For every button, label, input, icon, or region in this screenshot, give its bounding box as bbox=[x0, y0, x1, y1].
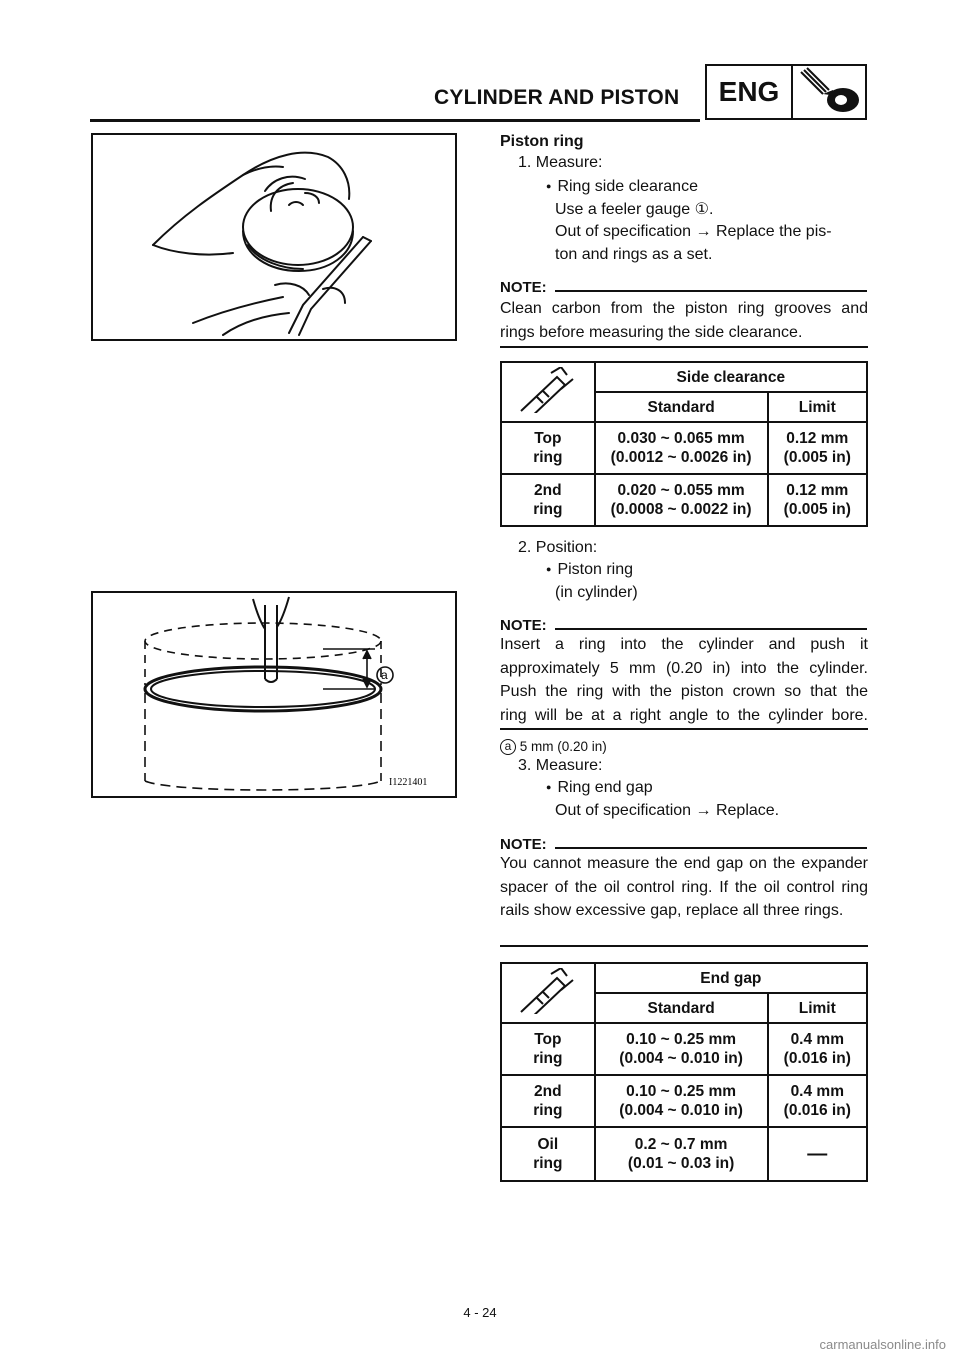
limit-value: 0.12 mm bbox=[786, 482, 849, 499]
side-clearance-table bbox=[500, 361, 868, 527]
caliper-cell bbox=[501, 362, 595, 422]
step-number: 1. bbox=[518, 154, 532, 171]
cylinder-ring-illustration bbox=[93, 593, 455, 796]
callout-text: 5 mm (0.20 in) bbox=[519, 739, 607, 754]
col-standard: Standard bbox=[595, 392, 768, 422]
step-1 bbox=[518, 152, 603, 174]
limit-value: — bbox=[807, 1142, 828, 1165]
note-text: You cannot measure the end gap on the expander spacer of the oil control ring. If the oil control ring rails show excessive gap, replace all three rings. bbox=[500, 855, 868, 919]
section-heading: Piston ring bbox=[500, 133, 584, 150]
callout-mark: a bbox=[500, 739, 516, 755]
table-row bbox=[501, 1075, 867, 1127]
row-label: ring bbox=[533, 501, 563, 518]
limit-value-in: (0.005 in) bbox=[783, 449, 851, 466]
engine-piston-icon bbox=[793, 66, 865, 118]
table-row bbox=[501, 474, 867, 526]
step-number: 2. bbox=[518, 539, 532, 556]
row-label: ring bbox=[533, 449, 563, 466]
standard-value-in: (0.004 ~ 0.010 in) bbox=[619, 1102, 743, 1119]
instruction-line: (in cylinder) bbox=[555, 584, 638, 601]
note-line: Insert a ring into the cylinder and push it bbox=[500, 636, 868, 653]
row-label: 2nd bbox=[534, 482, 562, 499]
note-rule-bottom bbox=[500, 728, 868, 730]
instruction-line: Out of specification → Replace. bbox=[555, 802, 780, 819]
row-label: 2nd bbox=[534, 1083, 562, 1100]
standard-value: 0.10 ~ 0.25 mm bbox=[626, 1031, 737, 1048]
note-rule bbox=[555, 290, 867, 292]
bullet-item: ● Ring end gap bbox=[546, 777, 653, 800]
page-number: 4 - 24 bbox=[463, 1305, 497, 1320]
figure-feeler-gauge bbox=[91, 133, 457, 341]
note-line: ring will be at a right angle to the cylinder bore. bbox=[500, 706, 868, 724]
step-number: 3. bbox=[518, 757, 532, 774]
note-line: Push the ring with the piston crown so that the bbox=[500, 683, 868, 700]
row-label: ring bbox=[533, 1155, 563, 1172]
table-row bbox=[501, 422, 867, 474]
callout-a bbox=[500, 738, 607, 756]
standard-value-in: (0.004 ~ 0.010 in) bbox=[619, 1050, 743, 1067]
instruction-line: Use a feeler gauge ①. bbox=[555, 201, 714, 218]
col-limit: Limit bbox=[768, 993, 867, 1023]
col-standard: Standard bbox=[595, 993, 768, 1023]
step-label: Measure: bbox=[535, 154, 603, 171]
header-rule bbox=[90, 119, 700, 122]
page-title: CYLINDER AND PISTON bbox=[434, 86, 680, 109]
note-label: NOTE: bbox=[500, 617, 547, 634]
caliper-icon bbox=[517, 968, 579, 1014]
limit-value-in: (0.016 in) bbox=[783, 1102, 851, 1119]
badge-label: ENG bbox=[707, 66, 793, 118]
watermark: carmanualsonline.info bbox=[819, 1337, 946, 1352]
limit-value: 0.4 mm bbox=[790, 1031, 844, 1048]
limit-value: 0.12 mm bbox=[786, 430, 849, 447]
standard-value: 0.10 ~ 0.25 mm bbox=[626, 1083, 737, 1100]
bullet-item: ● Ring side clearance bbox=[546, 176, 698, 199]
standard-value: 0.030 ~ 0.065 mm bbox=[617, 430, 745, 447]
instruction-line: Out of specification → Replace the pis- bbox=[555, 223, 832, 240]
row-label: ring bbox=[533, 1102, 563, 1119]
caliper-icon bbox=[517, 367, 579, 413]
figure-ring-in-cylinder bbox=[91, 591, 457, 798]
figure-callout-a: a bbox=[381, 668, 388, 682]
section-badge bbox=[705, 64, 867, 120]
note-rule-bottom bbox=[500, 346, 868, 348]
standard-value: 0.020 ~ 0.055 mm bbox=[617, 482, 745, 499]
table-row bbox=[501, 1127, 867, 1181]
note-line: approximately 5 mm (0.20 in) into the cylinder. bbox=[500, 659, 868, 677]
standard-value-in: (0.0008 ~ 0.0022 in) bbox=[610, 501, 752, 518]
limit-value: 0.4 mm bbox=[790, 1083, 844, 1100]
end-gap-table bbox=[500, 962, 868, 1182]
col-limit: Limit bbox=[768, 392, 867, 422]
step-2 bbox=[518, 537, 597, 559]
hand-piston-illustration bbox=[93, 135, 455, 339]
table-title: End gap bbox=[595, 963, 867, 993]
table-row bbox=[501, 1023, 867, 1075]
standard-value: 0.2 ~ 0.7 mm bbox=[634, 1136, 728, 1153]
step-label: Measure: bbox=[535, 757, 603, 774]
note-label: NOTE: bbox=[500, 279, 547, 296]
note-rule bbox=[555, 628, 867, 630]
bullet-item: ● Piston ring bbox=[546, 559, 633, 582]
row-label: Top bbox=[534, 1031, 562, 1048]
limit-value-in: (0.016 in) bbox=[783, 1050, 851, 1067]
step-3 bbox=[518, 755, 603, 777]
note-text bbox=[500, 633, 868, 727]
note-rule-bottom bbox=[500, 945, 868, 947]
note-text: Clean carbon from the piston ring grooves and rings before measuring the side clearance. bbox=[500, 300, 868, 341]
row-label: Oil bbox=[537, 1136, 559, 1153]
note-rule bbox=[555, 847, 867, 849]
row-label: Top bbox=[534, 430, 562, 447]
step-label: Position: bbox=[535, 539, 598, 556]
standard-value-in: (0.0012 ~ 0.0026 in) bbox=[610, 449, 752, 466]
standard-value-in: (0.01 ~ 0.03 in) bbox=[627, 1155, 735, 1172]
instruction-line: ton and rings as a set. bbox=[555, 246, 713, 263]
note-label: NOTE: bbox=[500, 836, 547, 853]
caliper-cell bbox=[501, 963, 595, 1023]
figure-code: I1221401 bbox=[389, 777, 428, 788]
limit-value-in: (0.005 in) bbox=[783, 501, 851, 518]
table-title: Side clearance bbox=[595, 362, 867, 392]
row-label: ring bbox=[533, 1050, 563, 1067]
